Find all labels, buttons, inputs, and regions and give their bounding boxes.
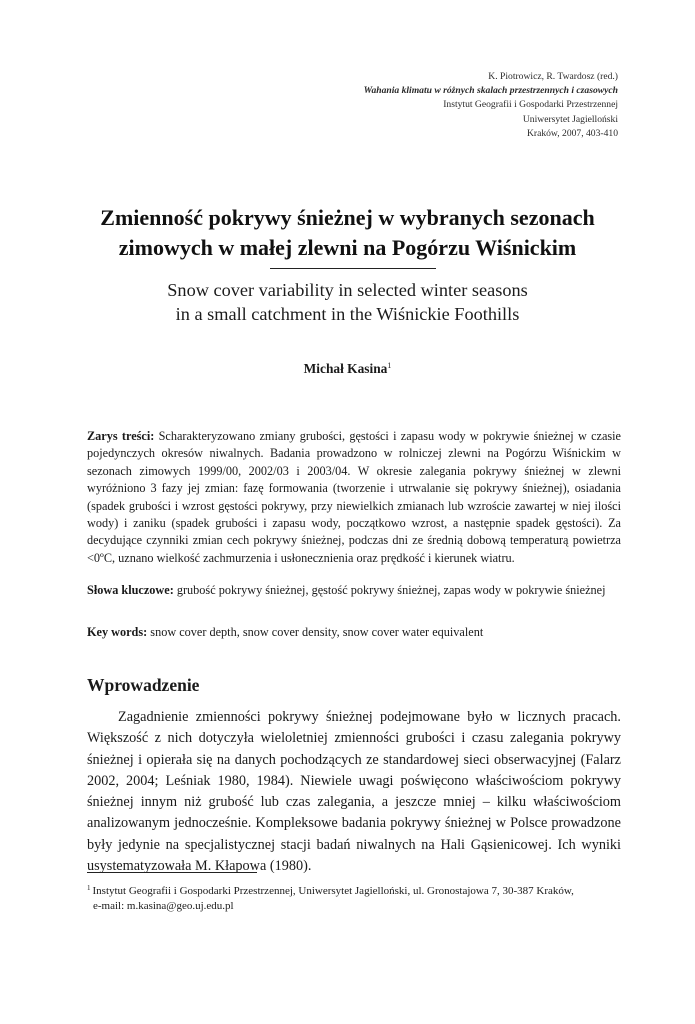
header-book-title: Wahania klimatu w różnych skalach przestrzennych i czasowych bbox=[363, 85, 618, 97]
author-line bbox=[60, 357, 635, 378]
footnote-mark: 1 bbox=[87, 884, 91, 892]
keywords-polish bbox=[87, 582, 621, 599]
abstract bbox=[87, 428, 621, 567]
footnote-affiliation: Instytut Geografii i Gospodarki Przestrzennej, Uniwersytet Jagielloński, ul. Gronostajowa 7, 30-387 Kraków, bbox=[92, 885, 574, 897]
subtitle-line-2: in a small catchment in the Wiśnickie Foothills bbox=[175, 303, 520, 324]
title-line-1: Zmienność pokrywy śnieżnej w wybranych sezonach bbox=[100, 205, 595, 230]
footnote-line-1 bbox=[87, 881, 627, 899]
section-heading: Wprowadzenie bbox=[87, 675, 200, 695]
abstract-label: Zarys treści: bbox=[87, 429, 155, 443]
header-institute: Instytut Geografii i Gospodarki Przestrzennej bbox=[443, 99, 618, 111]
english-title bbox=[60, 279, 635, 326]
keywords-pl-text: grubość pokrywy śnieżnej, gęstość pokrywy śnieżnej, zapas wody w pokrywie śnieżnej bbox=[173, 583, 606, 597]
keywords-pl-label: Słowa kluczowe: bbox=[87, 583, 174, 597]
intro-paragraph bbox=[87, 707, 621, 877]
title-divider bbox=[270, 268, 436, 269]
intro-text: Zagadnienie zmienności pokrywy śnieżnej podejmowane było w licznych pracach. Większość z nich dotyczyła wieloletniej zmienności grubości i czasu zalegania pokrywy śnieżnej i opierała się na danych pochodzących ze standardowej sieci obserwacyjnej (Falarz 2002, 2004; Leśniak 1980, 1984). Niewiele uwagi poświęcono właściwościom pokrywy śnieżnej innym niż grubość lub czas zalegania, a jeszcze mniej – kilku właściwościom analizowanym jednocześnie. Kompleksowe badania pokrywy śnieżnej w Polsce prowadzone były jedynie na specjalistycznej stacji badań niwalnych na Hali Gąsienicowej. Ich wyniki usystematyzowała M. Kłapowa (1980). bbox=[87, 709, 621, 875]
footnote bbox=[87, 881, 627, 915]
footnote-divider bbox=[87, 872, 257, 873]
keywords-english bbox=[87, 624, 621, 641]
header-place-pages: Kraków, 2007, 403-410 bbox=[526, 127, 618, 139]
title-line-2: zimowych w małej zlewni na Pogórzu Wiśnickim bbox=[118, 234, 577, 260]
keywords-en-text: snow cover depth, snow cover density, snow cover water equivalent bbox=[147, 625, 484, 639]
header-editors: K. Piotrowicz, R. Twardosz (red.) bbox=[488, 71, 618, 82]
paper-title bbox=[60, 203, 635, 262]
author-footnote-mark: 1 bbox=[387, 361, 392, 370]
author-name: Michał Kasina bbox=[303, 361, 388, 376]
subtitle-line-1: Snow cover variability in selected winter seasons bbox=[167, 280, 528, 300]
keywords-en-label: Key words: bbox=[87, 625, 148, 639]
abstract-text: Scharakteryzowano zmiany grubości, gęstości i zapasu wody w pokrywie śnieżnej w czasie pojedynczych okresów niwalnych. Badania prowadzono w rolniczej zlewni na Pogórzu Wiśnickim w sezonach zimowych 1999/00, 2002/03 i 2003/04. W okresie zalegania pokrywy śnieżnej w zlewni wyróżniono 3 fazy jej zmian: fazę formowania (tworzenie i utrwalanie się pokrywy śnieżnej), osiadania (spadek grubości i wzrost gęstości pokrywy, przy niewielkich zmianach lub wzroście zawartej w niej ilości wody) i zaniku (spadek grubości i zapasu wody, początkowo wzrost, a następnie spadek gęstości). Za decydujące czynniki zmian cech pokrywy śnieżnej, podczas dni ze średnią dobową temperaturą powietrza <0ºC, uznano wielkość zachmurzenia i usłonecznienia oraz prędkość i kierunek wiatru. bbox=[87, 429, 621, 565]
running-header bbox=[364, 70, 618, 141]
header-university: Uniwersytet Jagielloński bbox=[522, 113, 618, 125]
footnote-email: e-mail: m.kasina@geo.uj.edu.pl bbox=[93, 900, 234, 913]
